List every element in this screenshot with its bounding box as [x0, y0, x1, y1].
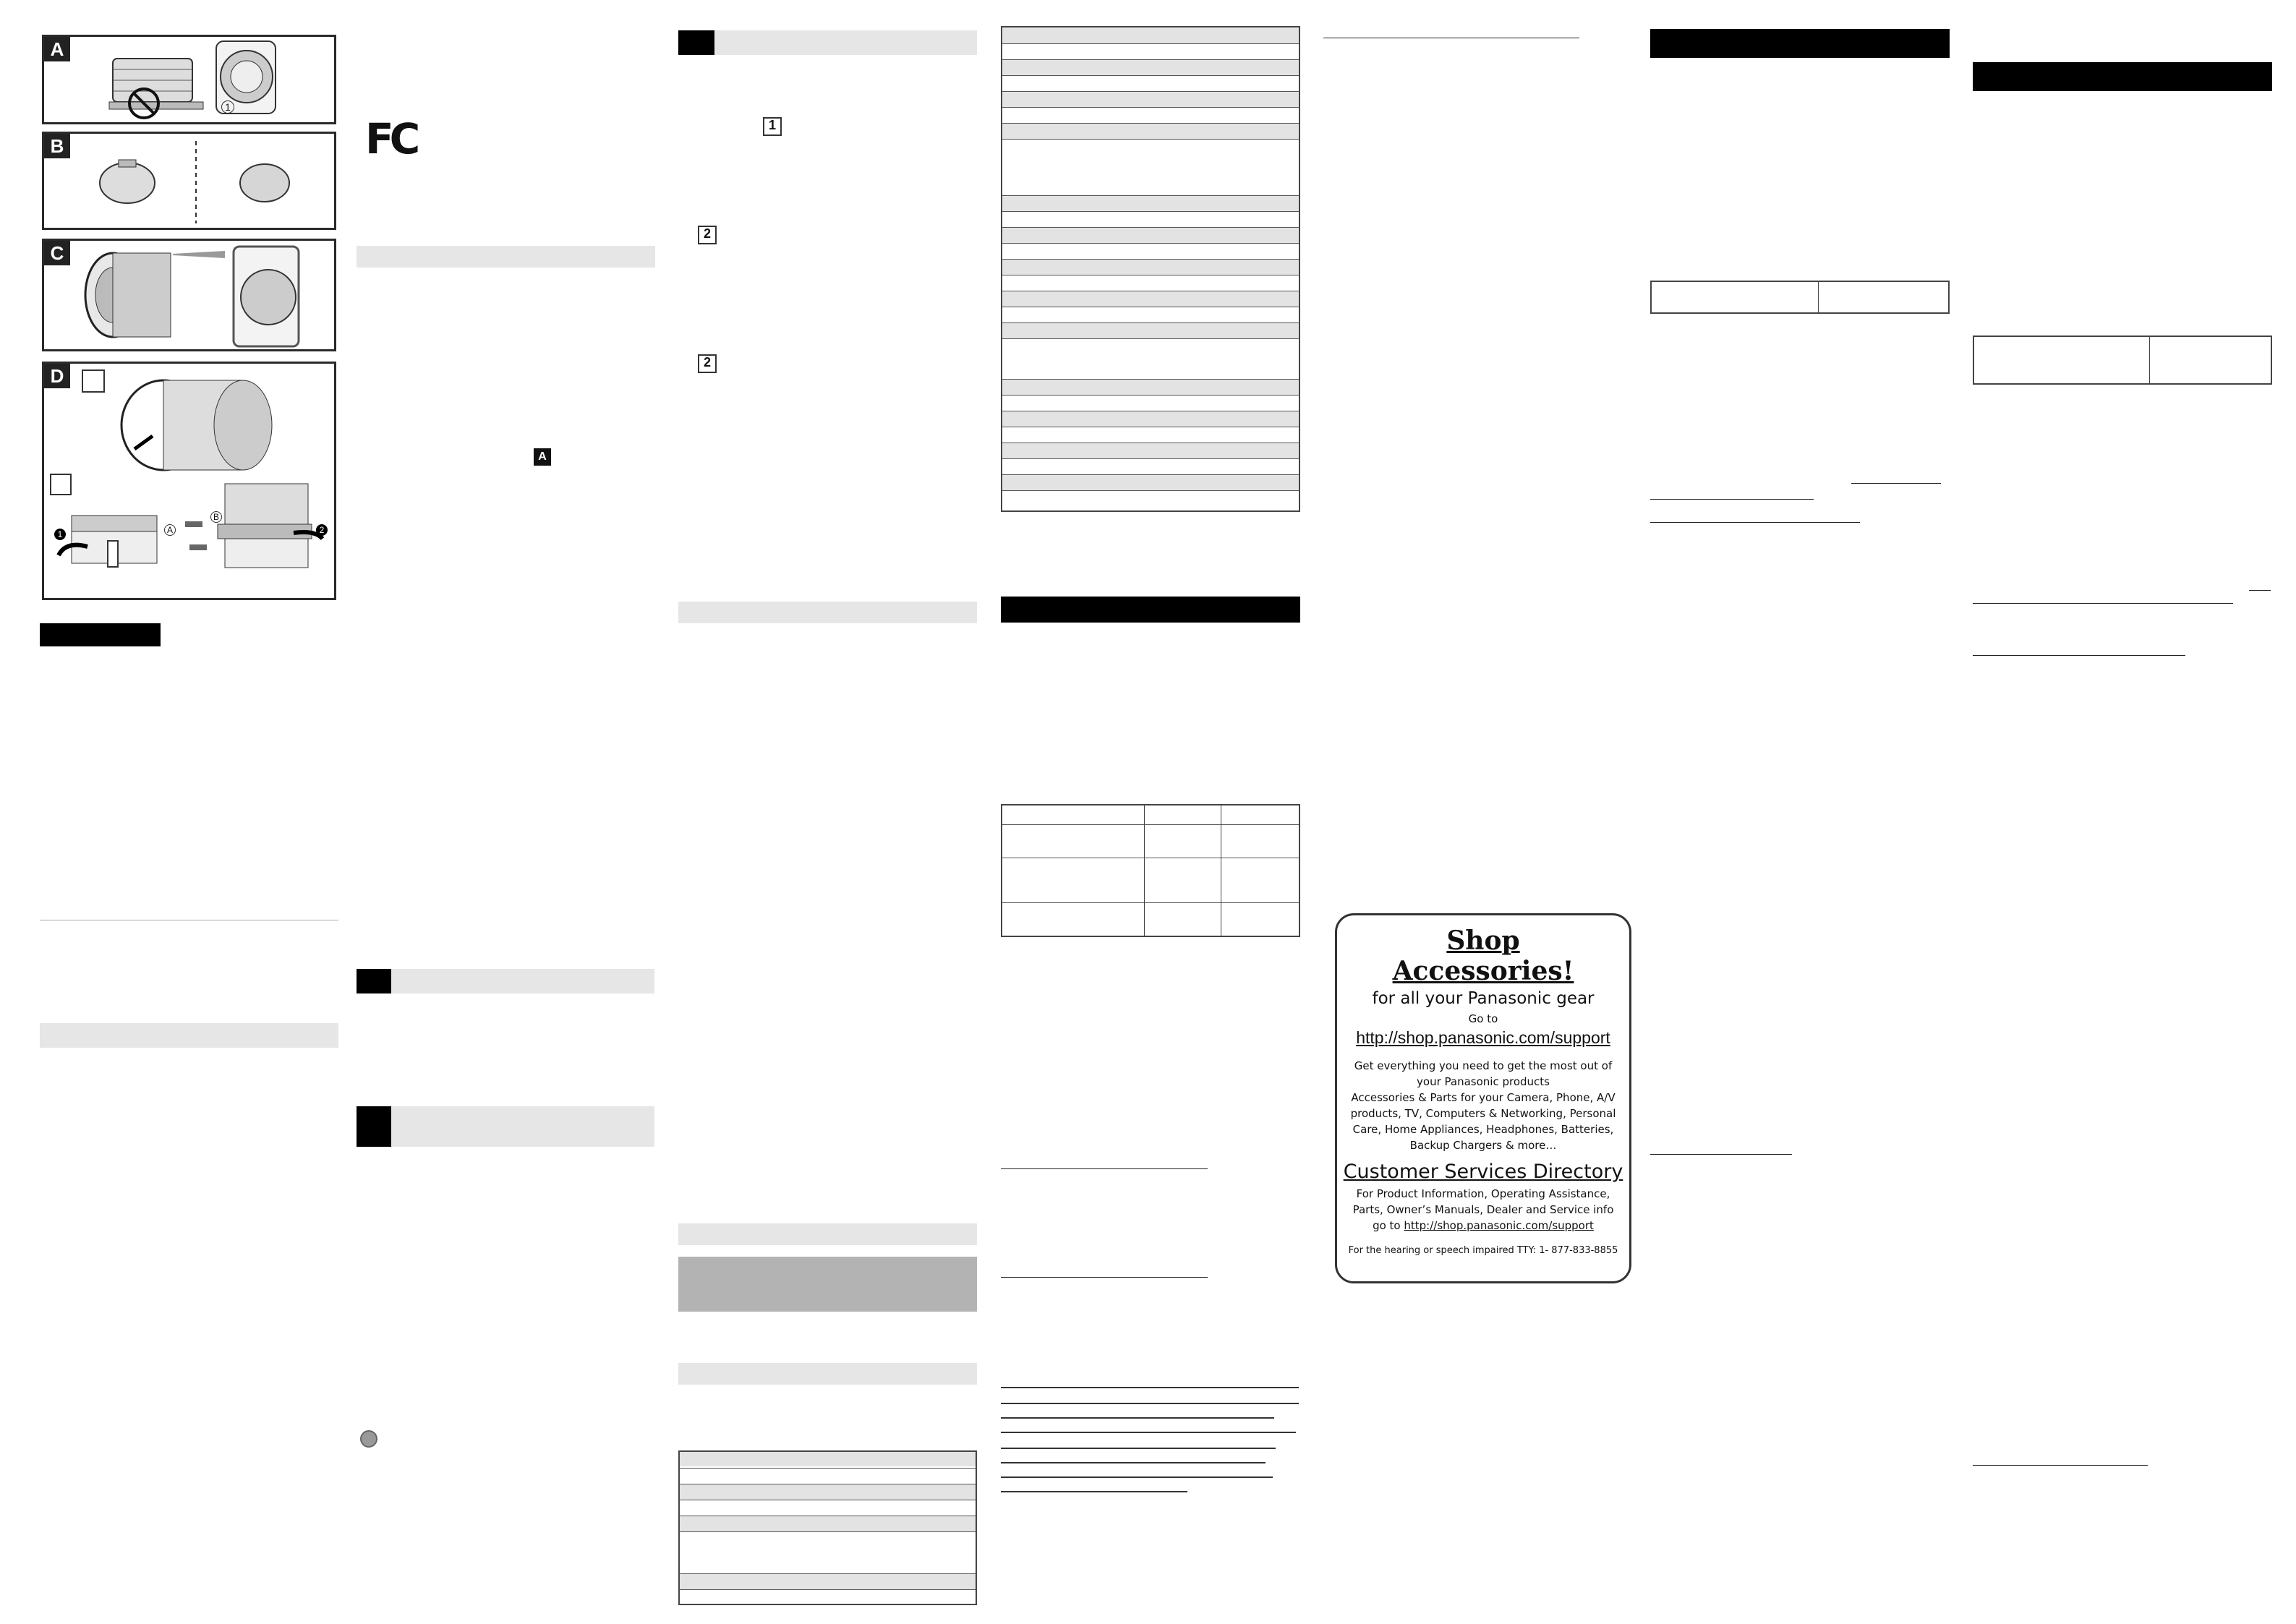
link-underline: [2249, 590, 2271, 591]
table-row: [680, 1484, 976, 1500]
link-underline: [1001, 1277, 1208, 1278]
table-row: [1002, 107, 1299, 108]
table-row: [680, 1516, 976, 1532]
shop-tty-line: For the hearing or speech impaired TTY: 1- 877-833-8855: [1348, 1245, 1618, 1256]
section-header-black: [1973, 62, 2272, 91]
section-header-gray: [357, 1106, 654, 1147]
text-underline: [1001, 1387, 1299, 1388]
section-header-gray: [678, 1223, 977, 1245]
section-header-gray: [678, 30, 977, 55]
callout-b-label: B: [210, 511, 222, 523]
table-row: [1002, 211, 1299, 212]
customer-services-title: Customer Services Directory: [1343, 1161, 1623, 1183]
table-row: [1002, 322, 1299, 339]
table-row: [1002, 490, 1299, 491]
info-table: [1973, 336, 2272, 385]
link-underline: [1650, 1154, 1792, 1155]
highlight-box: [678, 1257, 977, 1312]
table-row: [1002, 123, 1299, 140]
text-underline: [1001, 1417, 1274, 1419]
detach-lens-illustration: [44, 364, 333, 598]
info-table: [1650, 281, 1950, 314]
panel-label: C: [44, 241, 70, 265]
shop-go-to: Go to: [1468, 1012, 1498, 1025]
note-icon: [360, 1430, 377, 1448]
shop-para2-line4: Backup Chargers & more…: [1409, 1139, 1557, 1152]
table-row: [1002, 43, 1299, 44]
figure-panel-b: [42, 132, 336, 230]
step-marker-2: 2: [698, 226, 717, 244]
step-marker-1: 1: [763, 117, 782, 136]
section-number-block: [357, 1106, 391, 1147]
shop-title-line2: Accessories!: [1392, 956, 1574, 986]
spec-table-small: [678, 1450, 977, 1605]
figure-panel-c: [42, 239, 336, 351]
table-column-divider: [1818, 282, 1819, 312]
text-underline: [1001, 1462, 1266, 1463]
table-row: [1002, 379, 1299, 396]
table-row: [680, 1468, 976, 1469]
shop-para2-line1: Accessories & Parts for your Camera, Phone, A/V: [1351, 1091, 1616, 1104]
marker-a: A: [534, 448, 551, 466]
step-number-1: 1: [54, 529, 66, 540]
section-header-black: [1650, 29, 1950, 58]
table-row: [680, 1589, 976, 1590]
section-header-black: [1001, 597, 1300, 623]
table-row: [1002, 824, 1299, 825]
table-row: [1002, 139, 1299, 140]
link-underline: [1001, 1168, 1208, 1169]
table-row: [1002, 91, 1299, 108]
panel-label: B: [44, 134, 70, 158]
table-row: [1002, 411, 1299, 427]
link-underline: [1851, 483, 1941, 484]
section-number-block: [678, 30, 714, 55]
table-row: [1002, 902, 1299, 903]
panel-label: A: [44, 37, 70, 61]
table-row: [680, 1531, 976, 1532]
table-row: [1002, 27, 1299, 43]
shop-url-link[interactable]: http://shop.panasonic.com/support: [1356, 1028, 1610, 1047]
step-number-2: 2: [316, 524, 328, 536]
table-column-divider: [1144, 805, 1145, 936]
table-column-divider: [2149, 337, 2150, 383]
table-row: [1002, 338, 1299, 339]
shop-subtitle: for all your Panasonic gear: [1372, 989, 1595, 1008]
link-underline: [1973, 603, 2233, 604]
table-row: [1002, 243, 1299, 244]
grid-table: [1001, 804, 1300, 937]
section-number-block: [357, 969, 391, 993]
table-row: [1002, 474, 1299, 491]
link-underline: [1973, 655, 2185, 656]
figure-panel-a: [42, 35, 336, 124]
shop-para2-line2: products, TV, Computers & Networking, Personal: [1350, 1107, 1616, 1120]
text-underline: [1001, 1432, 1296, 1433]
attach-lens-illustration: [44, 241, 333, 349]
section-header-gray: [357, 969, 654, 993]
lens-caps-illustration: [44, 134, 333, 228]
link-underline: [1973, 1465, 2148, 1466]
table-row: [1002, 195, 1299, 212]
section-header-gray: [40, 1023, 338, 1048]
fcc-logo: FC: [365, 114, 417, 163]
text-underline: [1001, 1448, 1276, 1449]
shop-accessories-ad: [1335, 913, 1631, 1283]
text-underline: [1001, 1491, 1187, 1492]
table-row: [1002, 75, 1299, 76]
shop-para1-line2: your Panasonic products: [1417, 1075, 1550, 1088]
section-header-gray: [357, 246, 655, 268]
shop-support-link[interactable]: http://shop.panasonic.com/support: [1404, 1219, 1594, 1232]
spec-table-large: [1001, 26, 1300, 512]
shop-para3-line3: [1337, 1218, 1629, 1234]
table-row: [1002, 395, 1299, 396]
step-marker-2-second: 2: [698, 354, 717, 373]
section-header-gray: [678, 1363, 977, 1385]
shop-para2-line3: Care, Home Appliances, Headphones, Batteries,: [1352, 1123, 1614, 1136]
shop-para3-go: go to: [1373, 1219, 1401, 1232]
lens-mount-illustration: [44, 37, 333, 122]
shop-title-line1: Shop: [1446, 926, 1520, 956]
table-row: [1002, 458, 1299, 459]
callout-a-label: A: [164, 524, 176, 536]
figure-panel-d: [42, 362, 336, 600]
table-row: [1002, 259, 1299, 275]
shop-para1-line1: Get everything you need to get the most out of: [1354, 1059, 1613, 1072]
section-header-black: [40, 623, 161, 646]
link-underline: [1650, 522, 1860, 523]
table-row: [680, 1452, 976, 1466]
text-underline: [1001, 1476, 1273, 1478]
table-row: [680, 1573, 976, 1590]
section-header-gray: [678, 602, 977, 623]
shop-para3-line1: For Product Information, Operating Assistance,: [1356, 1187, 1610, 1200]
table-row: [1002, 227, 1299, 244]
text-underline: [1001, 1403, 1299, 1404]
table-row: [1002, 443, 1299, 459]
table-row: [1002, 59, 1299, 76]
shop-para3-line2: Parts, Owner’s Manuals, Dealer and Service info: [1352, 1203, 1614, 1216]
panel-label: D: [44, 364, 70, 388]
table-row: [1002, 291, 1299, 307]
link-underline: [1650, 499, 1814, 500]
callout-1-label: 1: [221, 101, 234, 114]
